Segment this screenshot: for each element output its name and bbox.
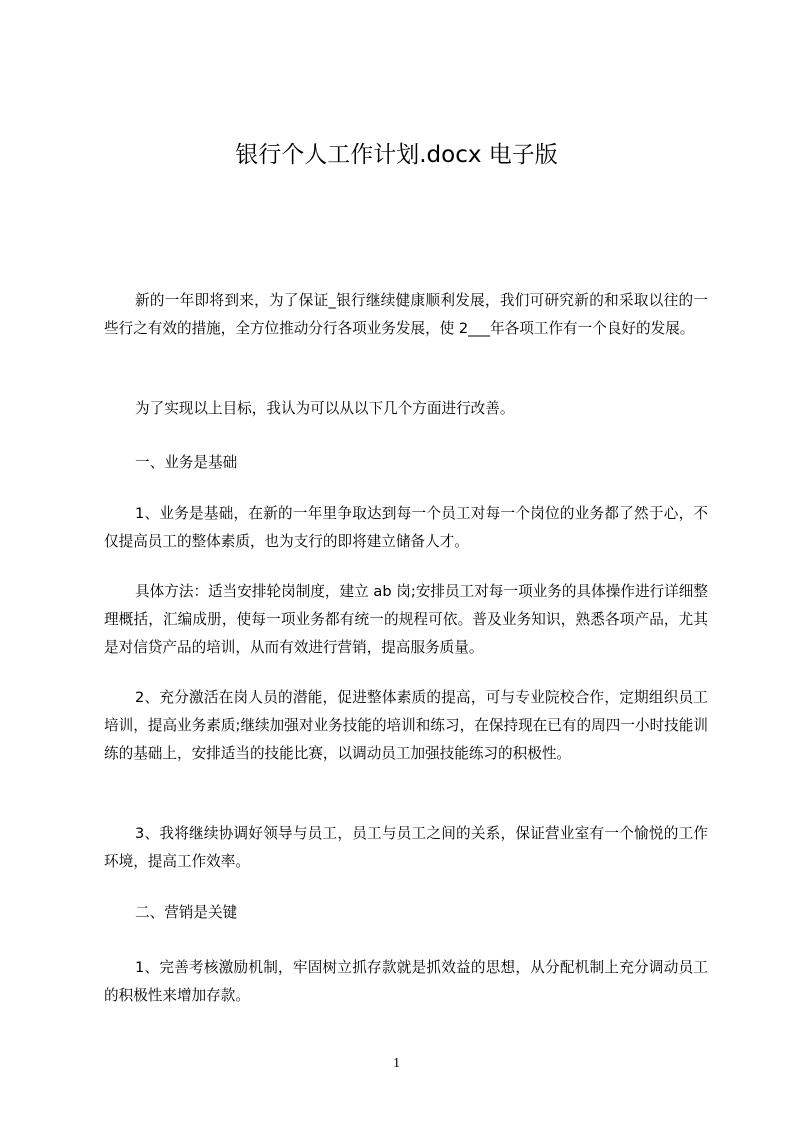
section-heading-marketing: 二、营销是关键 bbox=[135, 904, 238, 921]
business-item-2: 2、充分激活在岗人员的潜能，促进整体素质的提高，可与专业院校合作，定期组织员工培训，提高业务素质;继续加强对业务技能的培训和练习，在保持现在已有的周四一小时技能训练的基础上，安排适当的技能比赛，以调动员工加强技能练习的积极性。 bbox=[104, 689, 708, 762]
section-heading-business: 一、业务是基础 bbox=[135, 454, 238, 471]
intro-paragraph: 新的一年即将到来，为了保证_银行继续健康顺利发展，我们可研究新的和采取以往的一些行之有效的措施，全方位推动分行各项业务发展，使 2___年各项工作有一个良好的发展。 bbox=[104, 292, 708, 337]
page-number: 1 bbox=[393, 1056, 400, 1071]
business-item-1: 1、业务是基础，在新的一年里争取达到每一个员工对每一个岗位的业务都了然于心，不仅提高员工的整体素质，也为支行的即将建立储备人才。 bbox=[104, 505, 708, 550]
marketing-item-1: 1、完善考核激励机制，牢固树立抓存款就是抓效益的思想，从分配机制上充分调动员工的积极性来增加存款。 bbox=[104, 959, 708, 1004]
document-title: 银行个人工作计划.docx 电子版 bbox=[235, 142, 558, 168]
goal-paragraph: 为了实现以上目标，我认为可以从以下几个方面进行改善。 bbox=[135, 400, 515, 417]
business-method-paragraph: 具体方法：适当安排轮岗制度，建立 ab 岗;安排员工对每一项业务的具体操作进行详细整理概括，汇编成册，使每一项业务都有统一的规程可依。普及业务知识，熟悉各项产品，尤其是对信贷产品的培训，从而有效进行营销，提高服务质量。 bbox=[104, 583, 708, 656]
business-item-3: 3、我将继续协调好领导与员工，员工与员工之间的关系，保证营业室有一个愉悦的工作环境，提高工作效率。 bbox=[104, 825, 708, 870]
